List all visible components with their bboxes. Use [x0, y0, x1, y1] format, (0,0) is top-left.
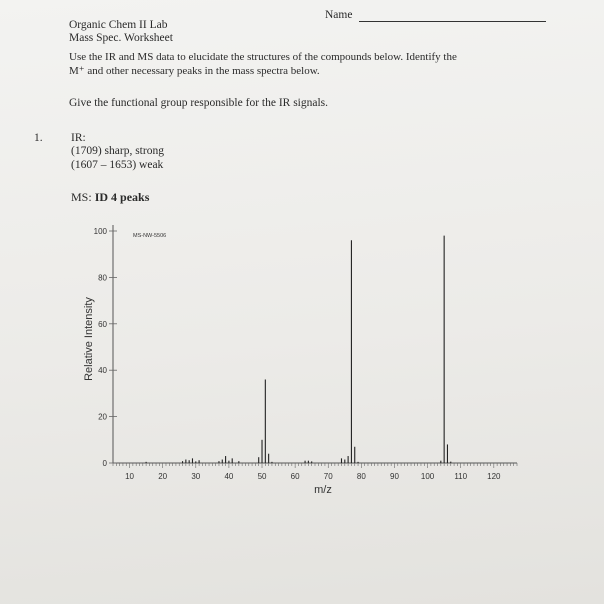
- x-tick-label: 60: [290, 472, 300, 481]
- x-tick-label: 50: [257, 472, 267, 481]
- y-tick-label: 80: [98, 273, 107, 283]
- instructions-line-1: Use the IR and MS data to elucidate the structures of the compounds below. Identify the: [69, 51, 457, 63]
- x-tick-label: 80: [356, 472, 366, 481]
- x-tick-label: 10: [125, 472, 135, 481]
- x-tick-label: 110: [454, 472, 468, 481]
- x-tick-label: 30: [191, 472, 201, 481]
- y-tick-label: 60: [98, 319, 107, 329]
- y-tick-label: 20: [98, 412, 107, 422]
- ms-label-text: MS:: [71, 190, 92, 204]
- spectrum-id-label: MS-NW-5506: [133, 233, 167, 239]
- functional-group-prompt: Give the functional group responsible for the IR signals.: [69, 97, 329, 109]
- x-axis-label: m/z: [314, 484, 332, 496]
- x-tick-label: 20: [158, 472, 168, 481]
- y-axis-label: Relative Intensity: [83, 297, 95, 381]
- y-tick-label: 40: [98, 366, 107, 376]
- course-title: Organic Chem II Lab: [69, 19, 168, 31]
- x-tick-label: 90: [390, 472, 399, 481]
- problem-number: 1.: [34, 132, 43, 144]
- x-tick-label: 70: [323, 472, 333, 481]
- ir-signal-2: (1607 – 1653) weak: [71, 159, 164, 171]
- x-tick-label: 120: [487, 472, 501, 481]
- x-tick-label: 40: [224, 472, 234, 481]
- y-tick-label: 100: [93, 227, 107, 236]
- y-tick-label: 0: [102, 459, 107, 468]
- worksheet-title: Mass Spec. Worksheet: [69, 32, 173, 44]
- name-label: Name: [325, 9, 353, 21]
- x-tick-label: 100: [420, 472, 435, 481]
- instructions-line-2: M⁺ and other necessary peaks in the mass spectra below.: [69, 65, 320, 77]
- ir-label: IR:: [71, 132, 86, 144]
- ir-signal-1: (1709) sharp, strong: [71, 145, 164, 157]
- ms-task: ID 4 peaks: [94, 190, 150, 204]
